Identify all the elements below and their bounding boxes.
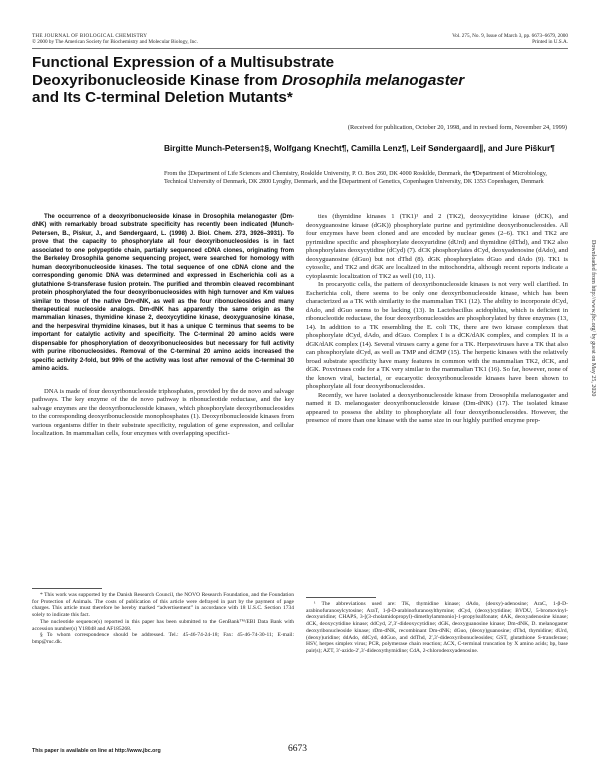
affiliations: From the ‡Department of Life Sciences and Chemistry, Roskilde University, P. O. Box 260, DK 4000 Roskilde, Denmark, the ¶Department of Microbiology, Technical University of Denmark, DK 2800 Lyngby, Denmark, and the ∥Department of Genetics, Copenhagen University, DK 1353 Copenhagen, Denmark xyxy=(164,171,547,185)
footnote-funding: * This work was supported by the Danish Research Council, the NOVO Research Foundation, and the Foundation for Protection of Animals. The costs of publication of this article were defrayed in part by the payment of page charges. This article must therefore be hereby marked “advertisement” in accordance with 18 U.S.C. Section 1734 solely to indicate this fact. xyxy=(32,592,294,619)
author-list: Birgitte Munch-Petersen‡§, Wolfgang Knecht¶, Camilla Lenz¶, Leif Søndergaard∥, and Jure Piškur¶ xyxy=(164,143,555,153)
body-paragraph-1: ties (thymidine kinases 1 (TK1)¹ and 2 (TK2), deoxycytidine kinase (dCK), and deoxyguanosine kinase (dGK)) phosphorylate purine and pyrimidine deoxyribonucleosides. All four enzymes have been cloned and are encoded by nuclear genes (2–6). TK1 and TK2 are pyrimidine specific and phosphorylate deoxyuridine (dUrd) and thymidine (dThd), and TK2 also phosphorylates deoxycytidine (dCyd) (7). dCK phosphorylates dCyd, deoxyadenosine (dAdo), and deoxyguanosine (dGuo) but not dThd (8). dGK phosphorylates dGuo and dAdo (9). TK1 is cytosolic, and TK2 and dGK are localized in the mitochondria, although recent reports indicate a cytoplasmic localization of TK2 as well (10, 11). xyxy=(306,213,568,280)
journal-name: THE JOURNAL OF BIOLOGICAL CHEMISTRY xyxy=(32,33,148,39)
left-column xyxy=(32,213,294,439)
footnote-correspondence: § To whom correspondence should be addressed. Tel.: 45-46-74-24-18; Fax: 45-46-74-30-11; E-mail: bmp@ruc.dk. xyxy=(32,632,294,645)
running-header-left xyxy=(32,33,198,46)
body-paragraph-3: Recently, we have isolated a deoxyribonucleoside kinase from Drosophila melanogaster and named it D. melanogaster deoxyribonucleoside kinase (Dm-dNK) (17). The isolated kinase appeared to possess the ability to phosphorylate all four deoxyribonucleosides. However, the presence of more than one kinase with the same size in our highly purified enzyme prep- xyxy=(306,391,568,424)
footnote-rule-left xyxy=(32,588,102,589)
footnote-abbreviations: ¹ The abbreviations used are: TK, thymidine kinase; dAdo, (deoxy)-adenosine; AraC, 1-β-D-arabinofuranosylcytosine; AraT, 1-β-D-arabinofuranosylthymine; dCyd, (deoxy)cytidine; BVDU, 5-bromovinyl-deoxyuridine; CHAPS, 3-[(3-cholamidopropyl)-dimethylammonio]-1-propylsulfonate; dAK, deoxyadenosine kinase; dCK, deoxycytidine kinase; ddCyd, 2′,3′-dideoxycytidine; dGK, deoxyguanosine kinase; Dm-dNK, D. melanogaster deoxyribonucleoside kinase; rDm-dNK, recombinant Dm-dNK; dGuo, (deoxy)guanosine; dThd, thymidine; dUrd, (deoxy)uridine; ddAdo, ddCyd, ddGuo, and ddThd, 2′,3′-dideoxyribonucleosides; GST, glutathione S-transferase; HSV, herpes simplex virus; PCR, polymerase chain reaction; ΔCX, C-terminal truncation by X amino acids; bp, base pair(s); AZT, 3′-azido-2′,3′-dideoxythymidine; CdA, 2-chlorodeoxyadenosine. xyxy=(306,601,568,654)
online-availability: This paper is available on line at http://www.jbc.org xyxy=(32,748,161,754)
running-header-right xyxy=(452,33,568,46)
footnotes-left xyxy=(32,592,294,646)
intro-paragraph-left: DNA is made of four deoxyribonucleoside triphosphates, provided by the de novo and salvage pathways. The key enzyme of the de novo pathway is ribonucleotide reductase, and the key salvage enzymes are the deoxyribonucleoside kinases, which phosphorylate deoxyribonucleosides to the corresponding deoxyribonucleoside monophosphates (1). Deoxyribonucleoside kinases from various organisms differ in their substrate specificity, regulation of gene expression, and cellular localization. In mammalian cells, four enzymes with overlapping specifici- xyxy=(32,387,294,438)
copyright-line: © 2000 by The American Society for Biochemistry and Molecular Biology, Inc. xyxy=(32,39,198,46)
footnote-sequence: The nucleotide sequence(s) reported in this paper has been submitted to the GenBank™/EBI Data Bank with accession number(s) Y18048 and AF185268. xyxy=(32,618,294,632)
article-title xyxy=(32,54,472,107)
printed-line: Printed in U.S.A. xyxy=(532,39,568,46)
title-species: Drosophila melanogaster xyxy=(281,71,465,89)
footnote-rule-right xyxy=(306,597,376,598)
abstract: The occurrence of a deoxyribonucleoside kinase in Drosophila melanogaster (Dm-dNK) with remarkably broad substrate specificity has recently been indicated (Munch-Petersen, B., Piskur, J., and Søndergaard, L. (1998) J. Biol. Chem. 273, 3926–3931). To prove that the capacity to phosphorylate all four deoxyribonucleosides is in fact associated to one polypeptide chain, partially sequenced cDNA clones, originating from the Berkeley Drosophila genome sequencing project, were searched for homology with human deoxyribonucleoside kinases. The total sequence of one cDNA clone and the corresponding genomic DNA was determined and expressed in Escherichia coli as a glutathione S-transferase fusion protein. The purified and thrombin cleaved recombinant protein phosphorylated the four deoxyribonucleosides with high turnover and Km values similar to those of the native Dm-dNK, as well as the four ribonucleosides and many therapeutical nucleoside analogs. Dm-dNK has apparently the same origin as the mammalian kinases, thymidine kinase 2, deoxycytidine kinase, deoxyguanosine kinase, and the herpesviral thymidine kinases, but it has a unique C terminus that seems to be important for catalytic activity and specificity. The C-terminal 20 amino acids were dispensable for phosphorylation of deoxyribonucleosides but necessary for full activity with purine ribonucleosides. Removal of the C-terminal 20 amino acids increased the specific activity 2-fold, but 99% of the activity was lost after removal of the C-terminal 30 amino acids. xyxy=(32,214,294,373)
right-column xyxy=(306,213,568,426)
volume-line: Vol. 275, No. 9, Issue of March 3, pp. 6673–6679, 2000 xyxy=(452,33,568,39)
received-dates: (Received for publication, October 20, 1998, and in revised form, November 24, 1999) xyxy=(347,124,567,131)
body-paragraph-2: In procaryotic cells, the pattern of deoxyribonucleoside kinases is not very well clarified. In Escherichia coli, there seems to be only one deoxyribonucleoside kinase, which has been characterized as a TK with similarity to the mammalian TK1 (12). The ability to incorporate dCyd, dAdo, and dGuo seems to be lacking (13). In Lactobacillus acidophilus, which is deficient in ribonucleotide reductase, the four deoxyribonucleosides are phosphorylated by three enzymes (13, 14). In addition to a TK resembling the E. coli TK, there are two kinase complexes that phosphorylate dCyd, dAdo, and dGuo. Complex I is a dCK/dAK complex, and complex II is a dGK/dAK complex (14). Several viruses carry a gene for a TK. Herpesviruses have a TK that also can phosphorylate dCyd, as well as TMP and dCMP (15). The herpetic kinases with the relatively broad substrate specificity have many features in common with the mammalian TK2, dCK, and dGK. Poxviruses code for a TK very similar to the mammalian TK1 (16). So far, however, none of the known viral, bacterial, or eucaryotic deoxyribonucleoside kinases have been shown to phosphorylate all four deoxyribonucleosides. xyxy=(306,281,568,390)
page-number: 6673 xyxy=(288,744,307,754)
header-divider xyxy=(32,48,568,49)
download-stamp: Downloaded from http://www.jbc.org/ by guest on May 25, 2020 xyxy=(590,240,596,397)
title-part-2: and Its C-terminal Deletion Mutants* xyxy=(32,89,293,107)
title-part-1: Functional Expression of a Multisubstrate Deoxyribonucleoside Kinase from xyxy=(32,54,335,89)
footnotes-right xyxy=(306,601,568,655)
